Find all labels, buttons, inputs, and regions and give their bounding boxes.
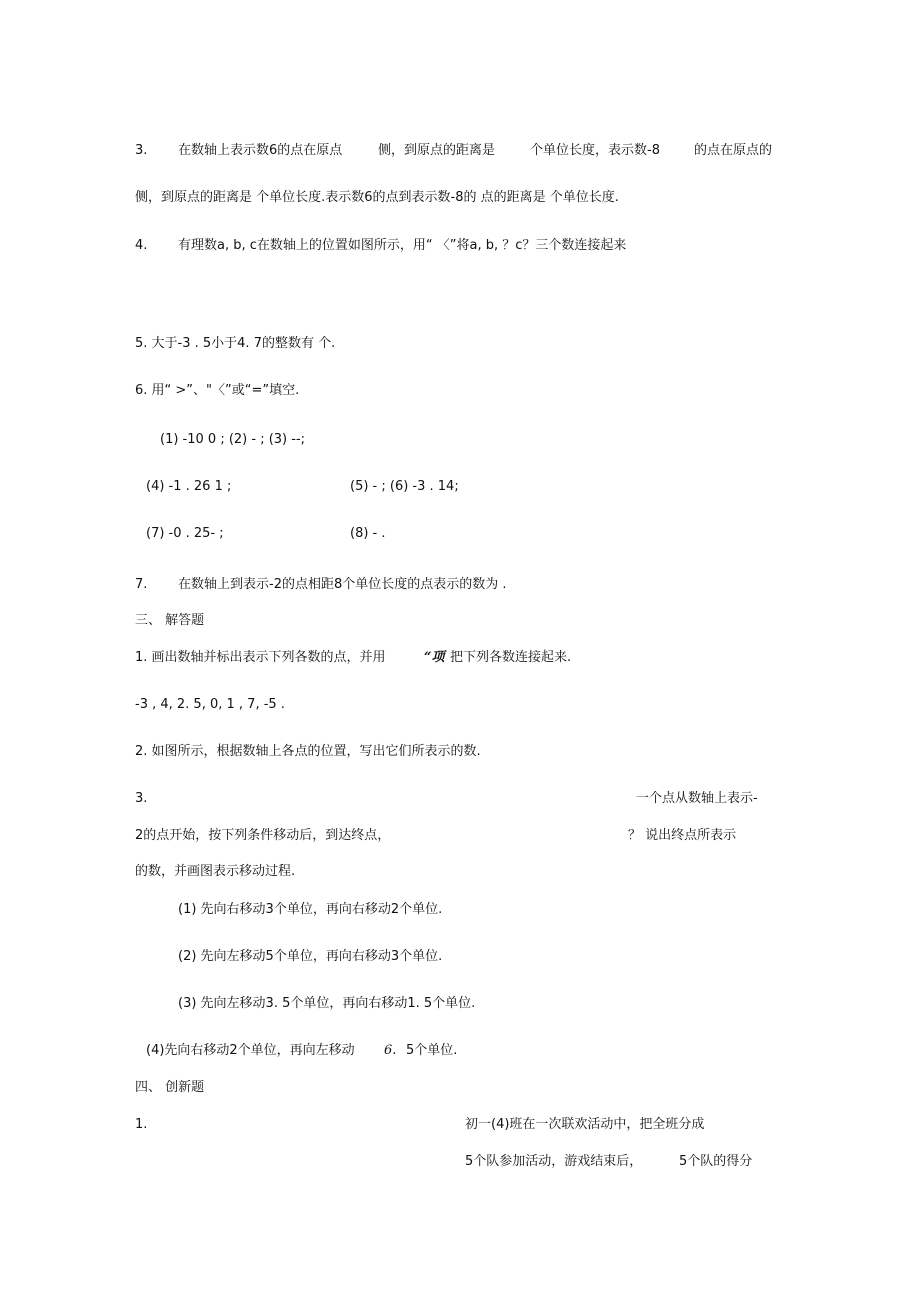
answer-p3-item3: (3) 先向左移动3. 5个单位，再向右移动1. 5个单位. [178, 996, 476, 1011]
answer-p3-number: 3. [135, 791, 148, 806]
answer-p1-numbers: -3 , 4, 2. 5, 0, 1 , 7, -5 . [135, 697, 285, 712]
q7-number: 7. [135, 577, 148, 592]
innovate-p1-number: 1. [135, 1117, 148, 1132]
answer-p3-line2-a: 2的点开始，按下列条件移动后，到达终点， [135, 828, 391, 843]
q3-line1-part-a: 在数轴上表示数6的点在原点 [178, 143, 343, 158]
q4-text: 有理数a, b, c在数轴上的位置如图所示，用“ 〈”将a, b, ？c？三个数连接起来 [178, 238, 627, 253]
innovate-section-heading: 四、 创新题 [135, 1080, 205, 1095]
q3-line1-part-d: 的点在原点的 [694, 143, 773, 158]
answer-p3-item4-c: 5个单位. [406, 1043, 458, 1058]
q6-row1: (1) -10 0 ; (2) - ; (3) --; [160, 432, 306, 447]
q6-row3-right: (8) - . [350, 526, 386, 541]
q3-number: 3. [135, 143, 148, 158]
q6-text: 6. 用“ >”、"〈”或“=”填空. [135, 383, 300, 398]
answer-p3-right: 一个点从数轴上表示- [636, 791, 758, 806]
q5-text: 5. 大于-3 . 5小于4. 7的整数有 个. [135, 336, 336, 351]
answer-p2-text: 2. 如图所示，根据数轴上各点的位置，写出它们所表示的数. [135, 744, 481, 759]
answer-p1-text-a: 1. 画出数轴并标出表示下列各数的点，并用 [135, 650, 386, 665]
q6-row2-right: (5) - ; (6) -3 . 14; [350, 479, 459, 494]
answer-p3-line2-b: ？ 说出终点所表示 [628, 828, 737, 843]
q3-line2: 侧，到原点的距离是 个单位长度.表示数6的点到表示数-8的 点的距离是 个单位长度. [135, 190, 619, 205]
answer-p3-item4-a: (4)先向右移动2个单位，再向左移动 [146, 1043, 355, 1058]
innovate-p1-line2-b: 5个队的得分 [679, 1154, 753, 1169]
answer-p3-item2: (2) 先向左移动5个单位，再向右移动3个单位. [178, 949, 443, 964]
q3-line1-part-b: 侧，到原点的距离是 [378, 143, 496, 158]
q7-text: 在数轴上到表示-2的点相距8个单位长度的点表示的数为 . [178, 577, 507, 592]
q3-line1-part-c: 个单位长度，表示数-8 [530, 143, 660, 158]
innovate-p1-line1: 初一(4)班在一次联欢活动中，把全班分成 [465, 1117, 705, 1132]
answer-p1-text-c: 把下列各数连接起来. [450, 650, 572, 665]
answer-section-heading: 三、 解答题 [135, 613, 205, 628]
q4-number: 4. [135, 238, 148, 253]
q6-row3-left: (7) -0 . 25- ; [146, 526, 224, 541]
answer-p1-text-b: “项 [424, 650, 445, 665]
answer-p3-line3: 的数，并画图表示移动过程. [135, 864, 296, 879]
innovate-p1-line2-a: 5个队参加活动，游戏结束后， [465, 1154, 643, 1169]
answer-p3-item4-b: 6. [384, 1043, 397, 1058]
answer-p3-item1: (1) 先向右移动3个单位，再向右移动2个单位. [178, 902, 443, 917]
q6-row2-left: (4) -1 . 26 1 ; [146, 479, 232, 494]
